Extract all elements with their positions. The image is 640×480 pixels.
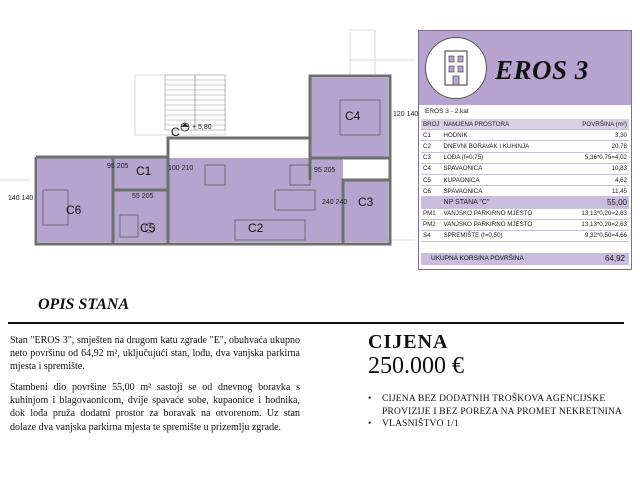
table-row: [421, 208, 629, 219]
card-header: [419, 31, 631, 105]
price-value: 250.000 €: [368, 353, 464, 379]
room-label-c5: C5: [140, 221, 156, 235]
cell: S4: [421, 230, 442, 241]
cell: VANJSKO PARKIRNO MJESTO: [442, 219, 564, 230]
room-label-c1: C1: [136, 164, 152, 178]
table-row: [421, 152, 629, 163]
divider: [8, 322, 624, 324]
cell: C5: [421, 174, 442, 185]
cell: 9,32*0,50=4,66: [564, 230, 629, 241]
room-c3-fill: [343, 180, 388, 242]
cell: 55,00: [564, 197, 629, 208]
table-row: [421, 230, 629, 241]
table-row: [421, 174, 629, 185]
cell: HODNIK: [442, 130, 564, 141]
dim-c4-door: 95 205: [314, 167, 336, 174]
cell: C2: [421, 141, 442, 152]
table-row: [421, 163, 629, 174]
dim-c4-window: 120 140: [393, 111, 419, 118]
cell: SPAVAONICA: [442, 186, 564, 197]
cell: 20,78: [564, 141, 629, 152]
table-row: [421, 219, 629, 230]
building-logo-icon: [425, 37, 487, 99]
price-notes: [368, 393, 630, 431]
cell: 11,45: [564, 186, 629, 197]
cell: 13,13*0,20=2,63: [564, 208, 629, 219]
dim-c6-door: 95 205: [107, 163, 129, 170]
description-title: OPIS STANA: [38, 296, 130, 313]
cell: C3: [421, 152, 442, 163]
total-area-label: UKUPNA KORSINA POVRŠINA: [431, 255, 524, 262]
room-area-table: [421, 119, 629, 242]
note-text: VLASNIŠTVO 1/1: [382, 419, 459, 429]
north-arrow-icon: [181, 123, 189, 131]
cell: DNEVNI BORAVAK I KUHINJA: [442, 141, 564, 152]
room-c6-fill: [38, 158, 113, 242]
list-item: [368, 393, 630, 418]
description-paragraph-2: Stambeni dio površine 55,00 m² sastoji se od dnevnog boravka s kuhinjom i blagovaonicom, dvije spavaće sobe, kupaonice i hodnika, dok lođa pruža dodatni prostor za boravak na otvorenom. Uz stan dolaze dva vanjska parkirna mjesta te spremište u prizemlju zgrade.: [10, 382, 300, 433]
cell: C6: [421, 186, 442, 197]
card-title: EROS 3: [495, 55, 589, 85]
col-header: BROJ: [421, 119, 442, 130]
card-subtitle: EROS 3 - 2.kat: [425, 108, 469, 115]
dim-c1-door: 100 210: [168, 165, 194, 172]
cell: KUPAONICA: [442, 174, 564, 185]
staircase: [165, 75, 225, 130]
dim-c6-window: 140 140: [8, 195, 34, 202]
bullet-icon: •: [368, 419, 372, 429]
cell: PM2: [421, 219, 442, 230]
cell: [421, 197, 442, 208]
price-label: CIJENA: [368, 331, 449, 353]
room-label-c4: C4: [345, 109, 361, 123]
room-label-c: C: [171, 125, 180, 139]
cell: 4,62: [564, 174, 629, 185]
bullet-icon: •: [368, 394, 372, 404]
table-row-net-area: [421, 197, 629, 208]
cell: 3,30: [564, 130, 629, 141]
cell: C4: [421, 163, 442, 174]
description-paragraph-1: Stan "EROS 3", smješten na drugom katu zgrade "E", obuhvaća ukupno neto površinu od 64,92 m², uključujući stan, lođu, dva vanjska parkirna mjesta i spremište.: [10, 335, 300, 373]
floor-plan: [0, 30, 419, 300]
table-row: [421, 186, 629, 197]
level-mark: + 5,80: [192, 124, 212, 131]
cell: SPREMIŠTE (f=0,50): [442, 230, 564, 241]
table-header: [421, 119, 629, 130]
col-header: NAMJENA PROSTORA: [442, 119, 564, 130]
room-label-c2: C2: [248, 221, 264, 235]
cell: C1: [421, 130, 442, 141]
room-label-c6: C6: [66, 203, 82, 217]
cell: NP STANA "C": [442, 197, 564, 208]
cell: 13,13*0,20=2,63: [564, 219, 629, 230]
note-text: CIJENA BEZ DODATNIH TROŠKOVA AGENCIJSKE PROVIZIJE I BEZ POREZA NA PROMET NEKRETNINA: [382, 394, 623, 417]
room-label-c3: C3: [358, 195, 374, 209]
col-header: POVRŠINA (m²): [564, 119, 629, 130]
cell: VANJSKO PARKIRNO MJESTO: [442, 208, 564, 219]
cell: 10,83: [564, 163, 629, 174]
cell: 5,36*0,75=4,02: [564, 152, 629, 163]
cell: LOĐA (f=0,75): [442, 152, 564, 163]
cell: SPAVAONICA: [442, 163, 564, 174]
total-area-row: [421, 253, 629, 265]
table-row: [421, 141, 629, 152]
list-item: [368, 418, 630, 431]
table-row: [421, 130, 629, 141]
cell: PM1: [421, 208, 442, 219]
total-area-value: 64,92: [604, 254, 625, 263]
dim-c5-door: 55 205: [132, 193, 154, 200]
dim-balcony-door: 240 240: [322, 199, 348, 206]
apartment-info-card: [418, 30, 632, 270]
